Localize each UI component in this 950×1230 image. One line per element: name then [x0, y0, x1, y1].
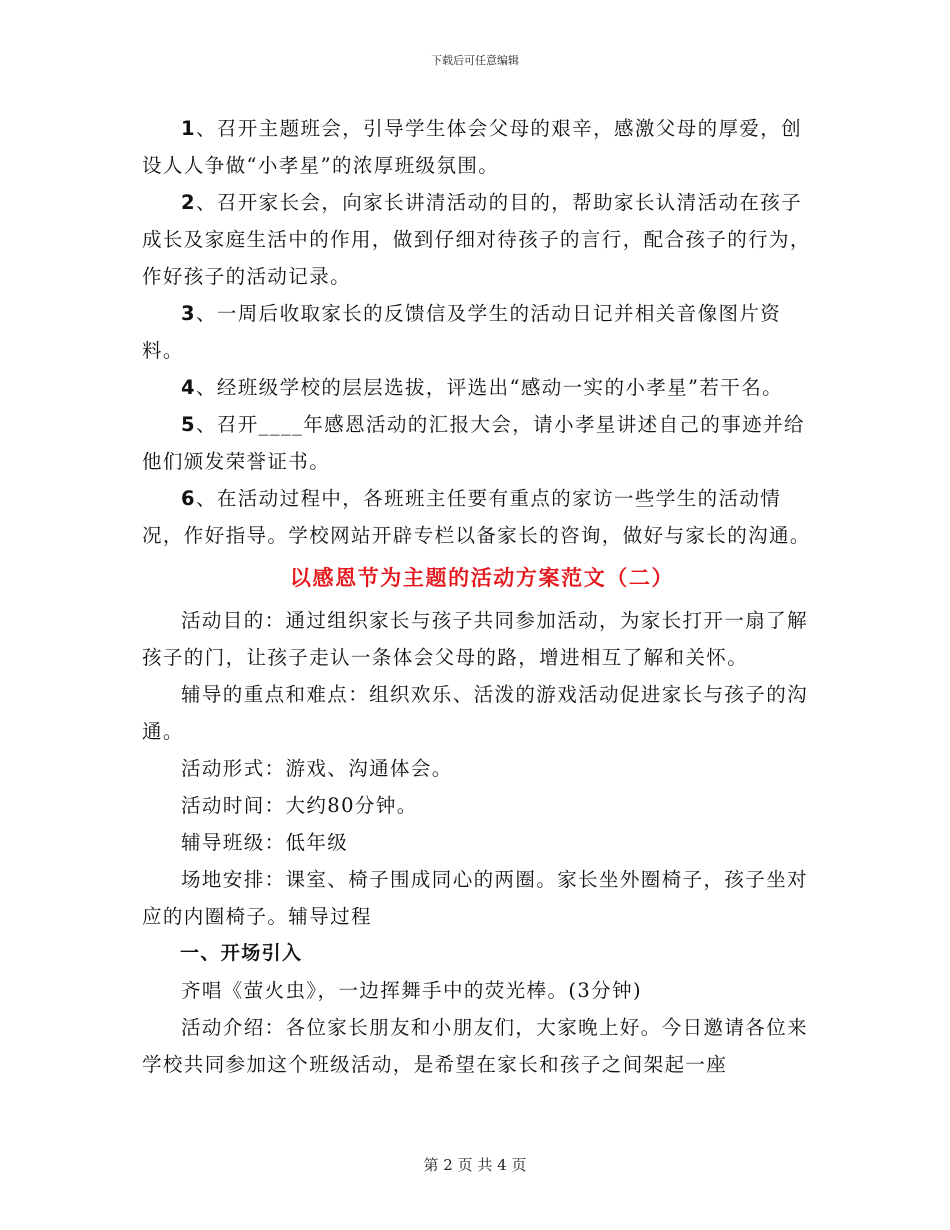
- page-footer: 第 2 页 共 4 页: [423, 1156, 527, 1174]
- list-number: 2: [181, 191, 196, 214]
- list-text: 、召开____年感恩活动的汇报大会，请小孝星讲述自己的事迹并给他们颁发荣誉证书。: [142, 413, 805, 473]
- paragraph: 活动时间：大约80分钟。: [181, 794, 418, 817]
- list-item: [142, 184, 822, 295]
- list-number: 1: [181, 117, 196, 140]
- list-number: 5: [181, 413, 196, 436]
- paragraph: 活动目的：通过组织家长与孩子共同参加活动，为家长打开一扇了解孩子的门，让孩子走认一条体会父母的路，增进相互了解和关怀。: [142, 609, 809, 669]
- list-number: 3: [181, 302, 196, 325]
- list-text: 、在活动过程中，各班班主任要有重点的家访一些学生的活动情况，作好指导。学校网站开辟专栏以备家长的咨询，做好与家长的沟通。: [142, 487, 811, 547]
- list-text: 、召开家长会，向家长讲清活动的目的，帮助家长认清活动在孩子成长及家庭生活中的作用，做到仔细对待孩子的言行，配合孩子的行为，作好孩子的活动记录。: [142, 191, 811, 288]
- list-text: 、一周后收取家长的反馈信及学生的活动日记并相关音像图片资料。: [142, 302, 782, 362]
- paragraph: 辅导的重点和难点：组织欢乐、活泼的游戏活动促进家长与孩子的沟通。: [142, 683, 809, 743]
- list-number: 6: [181, 487, 196, 510]
- list-text: 、经班级学校的层层选拔，评选出“感动一实的小孝星”若干名。: [195, 376, 784, 399]
- section-title: 以感恩节为主题的活动方案范文（二）: [289, 565, 675, 590]
- document-body: [142, 110, 822, 1083]
- page-header: 下载后可任意编辑: [431, 54, 519, 67]
- list-item: [142, 406, 822, 480]
- paragraph: 活动形式：游戏、沟通体会。: [181, 757, 453, 780]
- list-item: [142, 295, 822, 369]
- paragraph: 齐唱《萤火虫》，一边挥舞手中的荧光棒。(3分钟): [181, 979, 642, 1002]
- list-item: [142, 480, 822, 554]
- list-text: 、召开主题班会，引导学生体会父母的艰辛，感激父母的厚爱，创设人人争做“小孝星”的浓厚班级氛围。: [142, 117, 803, 177]
- list-item: [142, 369, 822, 406]
- paragraph: 活动介绍：各位家长朋友和小朋友们，大家晚上好。今日邀请各位来学校共同参加这个班级活动，是希望在家长和孩子之间架起一座: [142, 1016, 809, 1076]
- list-number: 4: [181, 376, 196, 399]
- list-item: [142, 110, 822, 184]
- paragraph: 辅导班级：低年级: [181, 831, 349, 854]
- subheading: 一、开场引入: [180, 942, 303, 964]
- paragraph: 场地安排：课室、椅子围成同心的两圈。家长坐外圈椅子，孩子坐对应的内圈椅子。辅导过程: [142, 868, 809, 928]
